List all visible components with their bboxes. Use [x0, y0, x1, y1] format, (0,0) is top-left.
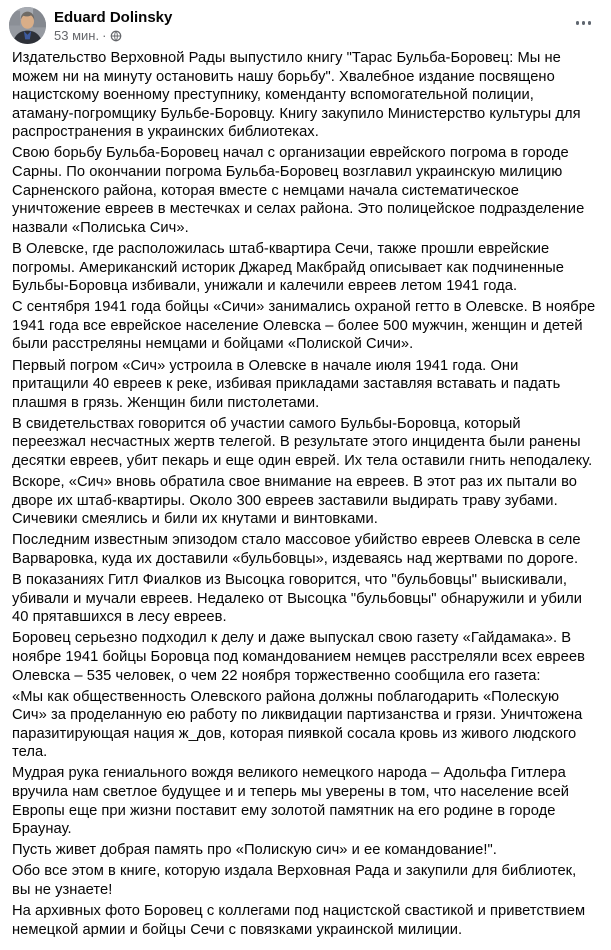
globe-icon [110, 30, 122, 42]
author-name[interactable]: Eduard Dolinsky [54, 9, 173, 26]
post-meta [54, 28, 172, 44]
post-paragraph: Первый погром «Сич» устроила в Олевске в начале июля 1941 года. Они притащили 40 евреев к реке, избивая прикладами заставляя вставать и падать плашмя в грязь. Женщин били пистолетами. [12, 357, 565, 411]
avatar[interactable] [9, 7, 46, 44]
post-paragraph: Пусть живет добрая память про «Полискую сич» и ее командование!". [12, 842, 497, 859]
post-paragraph: На архивных фото Боровец с коллегами под нацистской свастикой и приветствием немецкой армии и бойцы Сечи с повязками украинской милиции. [12, 903, 590, 938]
post-paragraph: Свою борьбу Бульба-Боровец начал с организации еврейского погрома в городе Сарны. По окончании погрома Бульба-Боровец возглавил украинскую милицию Сарненского района, которая вместе с немцами начала систематическое уничтожение евреев в местечках и селах района. Это полицейское подразделение назвали «Полиська Сич». [12, 145, 589, 236]
post-paragraph: С сентября 1941 года бойцы «Сичи» занимались охраной гетто в Олевске. В ноябре 1941 года все еврейское население Олевска – более 500 мужчин, женщин и детей были расстреляны немцами и бойцами «Полиской Сичи». [12, 299, 600, 353]
post-paragraph: Последним известным эпизодом стало массовое убийство евреев Олевска в селе Варваровка, куда их доставили «бульбовцы», издеваясь над жертвами по дороге. [12, 532, 585, 567]
profile-photo-graphic [9, 7, 46, 44]
ellipsis-icon [576, 21, 592, 25]
post-header-info [54, 7, 172, 44]
post-paragraph: Мудрая рука гениального вождя великого немецкого народа – Адольфа Гитлера вручила нам светлое будущее и и теперь мы уверены в том, что население всей Европы еще при жизни поставит ему золотой памятник на его родине в городе Браунау. [12, 765, 574, 838]
post-paragraph: «Мы как общественность Олевского района должны поблагодарить «Полескую Сич» за проделанную ею работу по ликвидации партизанства и грязи. Уничтожена паразитирующая нация ж_дов, которая пиявкой сосала кровь из живого людского тела. [12, 688, 587, 761]
post-paragraph: Издательство Верховной Рады выпустило книгу "Тарас Бульба-Боровец: Мы не можем ни на минуту остановить нашу борьбу". Хвалебное издание посвящено нацистскому военному преступнику, коменданту вспомогательной полиции, атаману-погромщику Бульбе-Боровцу. Книгу закупило Министерство культуры для распространения в украинских библиотеках. [12, 50, 585, 141]
post-header [0, 0, 611, 46]
meta-separator: · [102, 28, 107, 43]
post-paragraph: Вскоре, «Сич» вновь обратила свое внимание на евреев. В этот раз их пытали во дворе их штаб-квартиры. Около 300 евреев заставили выдирать траву зубами. Сичевики смеялись и били их кнутами и винтовками. [12, 474, 582, 528]
post-timestamp[interactable]: 53 мин. [54, 28, 100, 43]
post-paragraph: Боровец серьезно подходил к делу и даже выпускал свою газету «Гайдамака». В ноябре 1941 бойцы Боровца под командованием немцев расстреляли всех евреев Олевска – 535 человек, о чем 22 ноября торжественно сообщила его газета: [12, 630, 590, 684]
post-paragraph: В свидетельствах говорится об участии самого Бульбы-Боровца, который переезжал несчастных жертв телегой. В результате этого инцидента были ранены десятки евреев, убит пекарь и еще один еврей. Их тела оставили гнить неподалеку. [12, 415, 593, 469]
post-paragraph: Обо все этом в книге, которую издала Верховная Рада и закупили для библиотек, вы не узнаете! [12, 863, 581, 899]
post-body [0, 46, 611, 950]
post-menu-button[interactable] [570, 15, 598, 31]
post-paragraph: В показаниях Гитл Фиалков из Высоцка говорится, что "бульбовцы" выискивали, убивали и мучали евреев. Недалеко от Высоцка "бульбовцы" обнаружили и убили 40 прятавшихся в лесу евреев. [12, 572, 587, 626]
post-paragraph: В Олевске, где расположилась штаб-квартира Сечи, также прошли еврейские погромы. Американский историк Джаред Макбрайд описывает как подчиненные Бульбы-Боровца избивали, унижали и калечили евреев летом 1941 года. [12, 240, 569, 295]
